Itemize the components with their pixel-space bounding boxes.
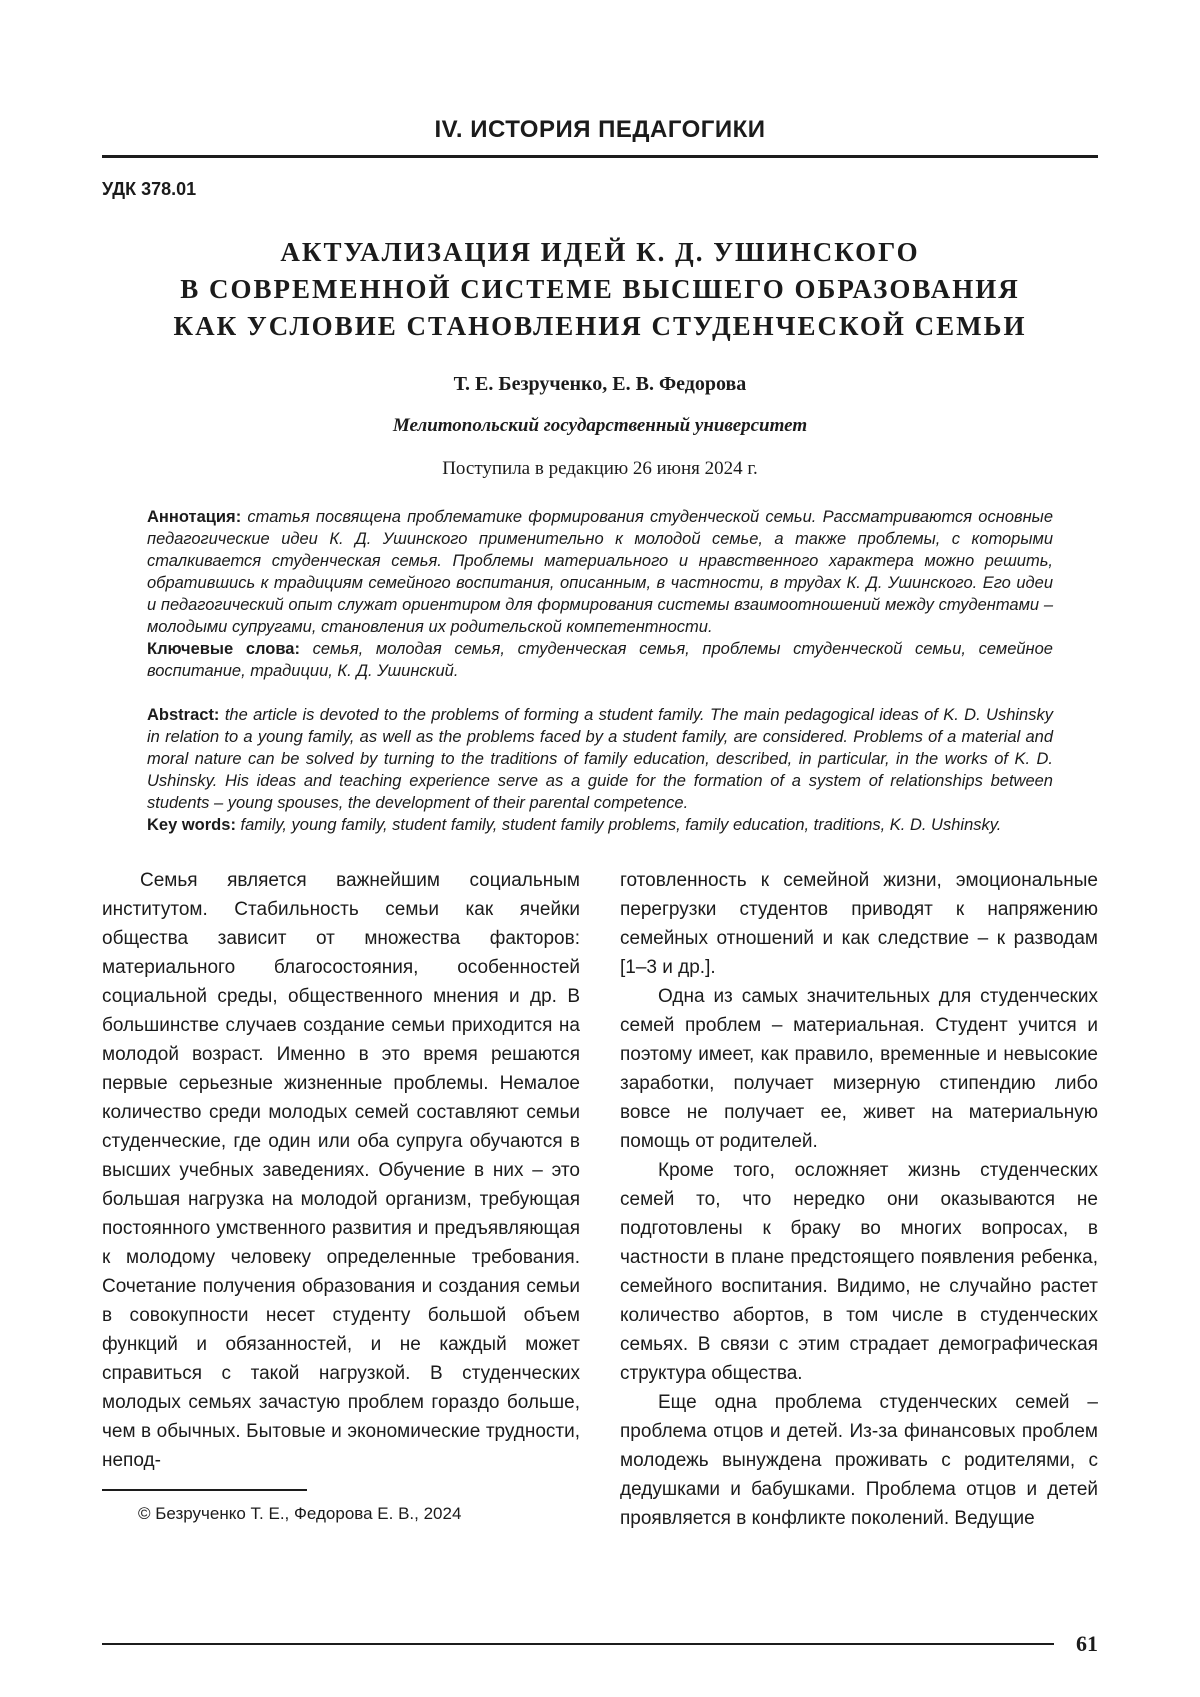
body-paragraph: Кроме того, осложняет жизнь студенческих семей то, что нередко они оказываются не подготовлены к браку во многих вопросах, в частности в плане предстоящего появления ребенка, семейного воспитания. Видимо, не случайно растет количество абортов, в том числе в студенческих семьях. В связи с этим страдает демографическая структура общества.: [620, 1160, 1098, 1384]
body-paragraph: Еще одна проблема студенческих семей – проблема отцов и детей. Из-за финансовых проблем молодежь вынуждена проживать с родителями, с дедушками и бабушками. Проблема отцов и детей проявляется в конфликте поколений. Ведущие: [620, 1392, 1098, 1529]
keywords-en: [147, 814, 1053, 836]
keywords-ru-text: семья, молодая семья, студенческая семья, проблемы студенческой семьи, семейное воспитание, традиции, К. Д. Ушинский.: [147, 640, 1053, 680]
abstract-ru-label: Аннотация:: [147, 508, 242, 526]
abstract-ru: [147, 506, 1053, 638]
udc-code: УДК 378.01: [102, 179, 197, 199]
abstract-ru-text: статья посвящена проблематике формирования студенческой семьи. Рассматриваются основные педагогические идеи К. Д. Ушинского применительно к молодой семье, а также проблемы, с которыми сталкивается студенческая семья. Проблемы материального и нравственного характера можно решить, обратившись к традициям семейного воспитания, описанным, в частности, в трудах К. Д. Ушинского. Его идеи и педагогический опыт служат ориентиром для формирования системы взаимоотношений между студентами – молодыми супругами, становления их родительской компетентности.: [147, 508, 1054, 636]
abstract-en-label: Abstract:: [147, 706, 220, 724]
abstract-en-block: [147, 704, 1053, 836]
page-number: 61: [1076, 1631, 1098, 1656]
abstract-ru-block: [147, 506, 1053, 682]
body-paragraph: Семья является важнейшим социальным институтом. Стабильность семьи как ячейки общества зависит от множества факторов: материального благосостояния, особенностей социальной среды, общественного мнения и др. В большинстве случаев создание семьи приходится на молодой возраст. Именно в это время решаются первые серьезные жизненные проблемы. Немалое количество среди молодых семей составляют семьи студенческие, где один или оба супруга обучаются в высших учебных заведениях. Обучение в них – это большая нагрузка на молодой организм, требующая постоянного умственного развития и предъявляющая к молодому человеку определенные требования. Сочетание получения образования и создания семьи в совокупности несет студенту большой объем функций и обязанностей, и не каждый может справиться с такой нагрузкой. В студенческих молодых семьях зачастую проблем гораздо больше, чем в обычных. Бытовые и экономические трудности, непод-: [102, 870, 580, 1471]
keywords-ru-label: Ключевые слова:: [147, 640, 300, 658]
header-rule: [102, 155, 1098, 158]
article-title-line-1: АКТУАЛИЗАЦИЯ ИДЕЙ К. Д. УШИНСКОГО: [280, 237, 920, 267]
abstract-en: [147, 704, 1053, 814]
footnote-rule: [102, 1489, 307, 1491]
received-date-line: Поступила в редакцию 26 июня 2024 г.: [442, 458, 758, 479]
copyright-line: © Безрученко Т. Е., Федорова Е. В., 2024: [138, 1503, 462, 1523]
abstract-en-text: the article is devoted to the problems of forming a student family. The main pedagogical ideas of K. D. Ushinsky in relation to a young family, as well as the problems faced by a student family, are considered. Problems of a material and moral nature can be solved by turning to the traditions of family education, described, in particular, in the works of K. D. Ushinsky. His ideas and teaching experience serve as a guide for the formation of a system of relationships between students – young spouses, the development of their parental competence.: [147, 706, 1053, 812]
left-column: [102, 866, 580, 1533]
keywords-ru: [147, 638, 1053, 682]
keywords-en-text: family, young family, student family, student family problems, family education, traditions, K. D. Ushinsky.: [240, 816, 1002, 834]
body-paragraph: Одна из самых значительных для студенческих семей проблем – материальная. Студент учится и поэтому имеет, как правило, временные и невысокие заработки, получает мизерную стипендию либо вовсе не получает ее, живет на материальную помощь от родителей.: [620, 986, 1098, 1152]
article-title-line-3: КАК УСЛОВИЕ СТАНОВЛЕНИЯ СТУДЕНЧЕСКОЙ СЕМЬИ: [173, 311, 1027, 341]
affiliation: Мелитопольский государственный университет: [392, 415, 808, 436]
authors: Т. Е. Безрученко, Е. В. Федорова: [453, 373, 747, 395]
right-column: [620, 866, 1098, 1533]
footnote: [102, 1489, 580, 1528]
article-title: [102, 234, 1098, 345]
article-title-line-2: В СОВРЕМЕННОЙ СИСТЕМЕ ВЫСШЕГО ОБРАЗОВАНИЯ: [180, 274, 1020, 304]
body-paragraph: готовленность к семейной жизни, эмоциональные перегрузки студентов приводят к напряжению семейных отношений и как следствие – к разводам [1–3 и др.].: [620, 870, 1098, 978]
body-columns: [102, 866, 1098, 1533]
page-footer: [102, 1631, 1098, 1657]
footer-rule: [102, 1643, 1054, 1645]
section-header: IV. ИСТОРИЯ ПЕДАГОГИКИ: [434, 116, 766, 143]
keywords-en-label: Key words:: [147, 816, 236, 834]
